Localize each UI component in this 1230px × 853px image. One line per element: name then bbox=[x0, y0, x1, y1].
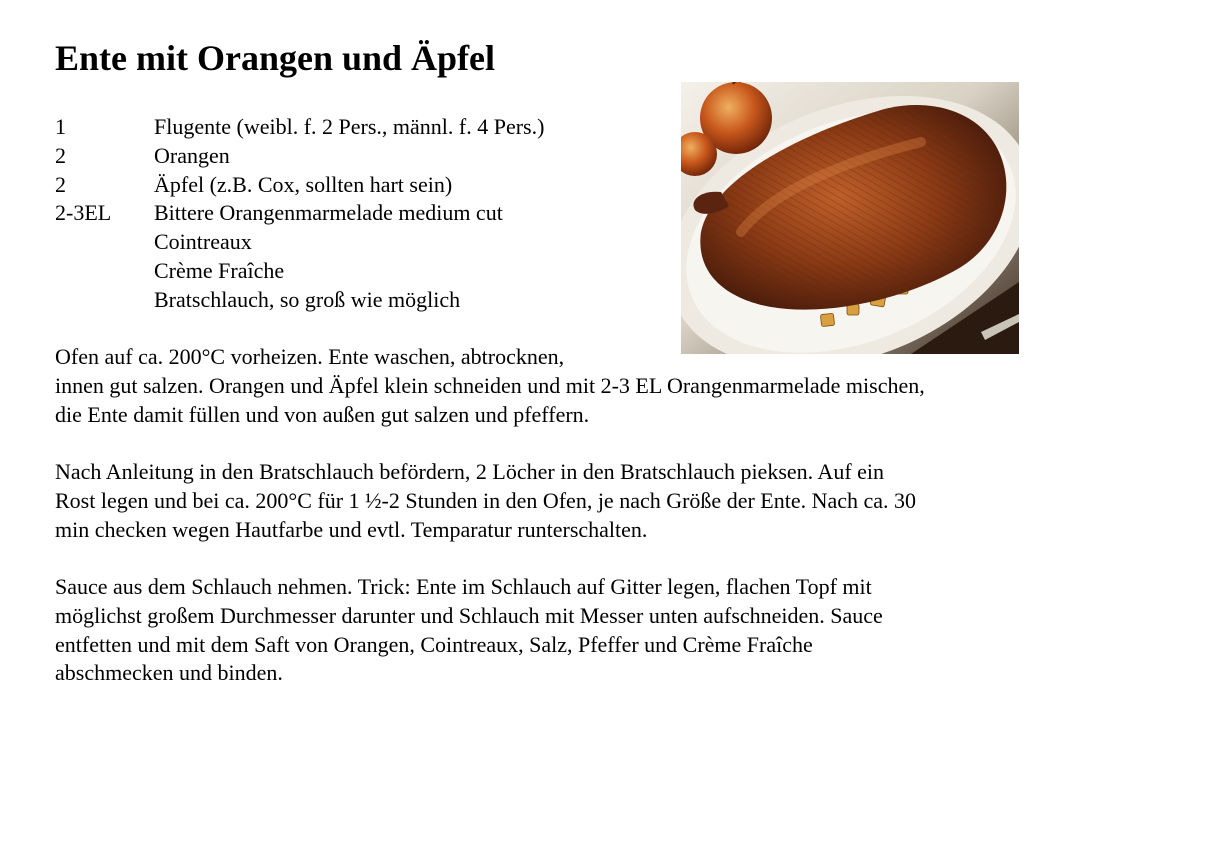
text-line: möglichst großem Durchmesser darunter und Schlauch mit Messer unten aufschneiden. Sauce bbox=[55, 602, 883, 628]
ingredient-quantity: 2 bbox=[55, 142, 66, 168]
text-line: die Ente damit füllen und von außen gut salzen und pfeffern. bbox=[55, 401, 590, 427]
ingredient-name: Bittere Orangenmarmelade medium cut bbox=[154, 200, 503, 226]
ingredient-name: Crème Fraîche bbox=[154, 257, 285, 283]
ingredient-row bbox=[55, 286, 544, 315]
ingredient-row bbox=[55, 228, 544, 257]
text-line: Ofen auf ca. 200°C vorheizen. Ente waschen, abtrocknen, bbox=[55, 344, 565, 369]
ingredient-row bbox=[55, 257, 544, 286]
text-line: min checken wegen Hautfarbe und evtl. Temparatur runterschalten. bbox=[55, 516, 648, 542]
ingredient-row bbox=[55, 142, 544, 171]
text-line: innen gut salzen. Orangen und Äpfel klein schneiden und mit 2-3 EL Orangenmarmelade mischen, bbox=[55, 372, 925, 398]
ingredient-quantity bbox=[55, 228, 154, 257]
ingredient-row bbox=[55, 113, 544, 142]
text-line: Nach Anleitung in den Bratschlauch befördern, 2 Löcher in den Bratschlauch pieksen. Auf ein bbox=[55, 459, 885, 484]
ingredient-row bbox=[55, 199, 544, 228]
ingredient-name: Flugente (weibl. f. 2 Pers., männl. f. 4 Pers.) bbox=[154, 114, 545, 139]
text-line: entfetten und mit dem Saft von Orangen, Cointreaux, Salz, Pfeffer und Crème Fraîche bbox=[55, 631, 813, 657]
ingredient-name: Orangen bbox=[154, 142, 230, 168]
ingredient-list bbox=[55, 113, 544, 315]
ingredient-row bbox=[55, 171, 544, 200]
roast-duck-photo bbox=[681, 82, 1019, 354]
ingredient-quantity: 2 bbox=[55, 171, 66, 197]
text-line: Sauce aus dem Schlauch nehmen. Trick: Ente im Schlauch auf Gitter legen, flachen Topf mit bbox=[55, 574, 872, 599]
ingredient-name: Cointreaux bbox=[154, 229, 252, 255]
ingredient-name: Äpfel (z.B. Cox, sollten hart sein) bbox=[154, 171, 453, 197]
ingredient-quantity: 1 bbox=[55, 114, 66, 139]
ingredient-quantity bbox=[55, 257, 154, 286]
page-title: Ente mit Orangen und Äpfel bbox=[55, 38, 496, 78]
instruction-paragraph bbox=[55, 343, 925, 429]
ingredient-name: Bratschlauch, so groß wie möglich bbox=[154, 286, 461, 312]
text-line: abschmecken und binden. bbox=[55, 660, 283, 686]
text-line: Rost legen und bei ca. 200°C für 1 ½-2 Stunden in den Ofen, je nach Größe der Ente. Nach ca. 30 bbox=[55, 487, 917, 513]
roast-duck-illustration bbox=[681, 82, 1019, 354]
ingredient-quantity: 2-3EL bbox=[55, 200, 112, 226]
instruction-paragraph bbox=[55, 458, 916, 544]
instruction-paragraph bbox=[55, 573, 883, 688]
ingredient-quantity bbox=[55, 286, 154, 315]
